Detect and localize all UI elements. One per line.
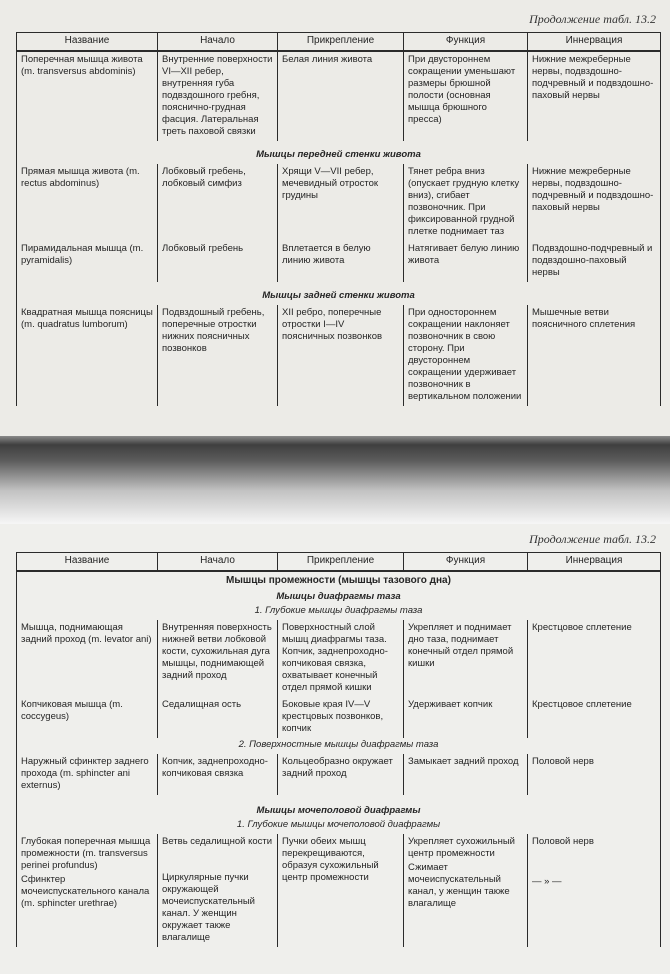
cell-innervation-text: Половой нерв	[532, 835, 594, 847]
cell-origin: Внутренняя поверхность нижней ветви лобковой кости, сухожильная дуга мышцы, поднимающей задний проход	[158, 620, 278, 697]
cell-name-text: Сфинктер мочеиспускательного канала (m. sphincter urethrae)	[21, 873, 150, 909]
page-bottom	[0, 524, 670, 974]
section-heading-row	[17, 571, 661, 588]
page-fold-shadow	[0, 436, 670, 524]
continuation-label: Продолжение табл. 13.2	[529, 532, 656, 546]
cell-origin	[158, 834, 278, 947]
cell-name-text: Глубокая поперечная мышца промежности (m. transversus perinei profundus)	[21, 835, 151, 871]
cell-origin-text: Циркулярные пучки окружающей мочеиспускательный канал. У женщин окружает также влагалище	[162, 871, 255, 943]
page-top	[0, 0, 670, 438]
header-name: Название	[17, 553, 158, 571]
section-heading: Мышцы задней стенки живота	[17, 282, 661, 305]
subsection-heading: 2. Поверхностные мышцы диафрагмы таза	[17, 738, 661, 754]
cell-function: Замыкает задний проход	[404, 754, 528, 795]
cell-name: Поперечная мышца живота (m. transversus abdominis)	[17, 51, 158, 141]
cell-function: Натягивает белую линию живота	[404, 241, 528, 282]
subsection-heading-row	[17, 604, 661, 620]
cell-innervation: Мышечные ветви поясничного сплетения	[528, 305, 661, 406]
section-heading-row	[17, 282, 661, 305]
cell-innervation: Нижние межреберные нервы, подвздошно-подчревный и подвздошно-паховый нервы	[528, 51, 661, 141]
table-row	[17, 51, 661, 141]
section-heading-row	[17, 588, 661, 604]
cell-name: Наружный сфинктер заднего прохода (m. sphincter ani externus)	[17, 754, 158, 795]
cell-innervation: Половой нерв	[528, 754, 661, 795]
cell-insertion: Кольцеобразно окружает задний проход	[278, 754, 404, 795]
cell-name: Прямая мышца живота (m. rectus abdominus)	[17, 164, 158, 241]
table-row	[17, 241, 661, 282]
cell-function: Тянет ребра вниз (опускает грудную клетку вниз), сгибает позвоночник. При фиксированной грудной плетке поднимает таз	[404, 164, 528, 241]
cell-insertion	[278, 834, 404, 947]
cell-innervation: Крестцовое сплетение	[528, 620, 661, 697]
subsection-heading-row	[17, 738, 661, 754]
cell-name	[17, 834, 158, 947]
header-innervation: Иннервация	[528, 553, 661, 571]
cell-name: Квадратная мышца поясницы (m. quadratus lumborum)	[17, 305, 158, 406]
cell-insertion-text: Пучки обеих мышц перекрещиваются, образуя сухожильный центр промежности	[282, 835, 379, 883]
cell-function: Удерживает копчик	[404, 697, 528, 738]
table-header-row	[17, 553, 661, 571]
cell-name: Копчиковая мышца (m. coccygeus)	[17, 697, 158, 738]
cell-insertion: XII ребро, поперечные отростки I—IV поясничных позвонков	[278, 305, 404, 406]
table-row	[17, 754, 661, 795]
header-function: Функция	[404, 33, 528, 51]
cell-origin: Седалищная ость	[158, 697, 278, 738]
table-row	[17, 834, 661, 947]
cell-name: Пирамидальная мышца (m. pyramidalis)	[17, 241, 158, 282]
muscles-table-part-1	[16, 32, 661, 406]
header-insertion: Прикрепление	[278, 553, 404, 571]
cell-innervation: Нижние межреберные нервы, подвздошно-подчревный и подвздошно-паховый нервы	[528, 164, 661, 241]
section-heading-row	[17, 795, 661, 818]
header-insertion: Прикрепление	[278, 33, 404, 51]
table-row	[17, 620, 661, 697]
table-row	[17, 697, 661, 738]
section-heading: Мышцы промежности (мышцы тазового дна)	[17, 571, 661, 588]
subsection-heading: 1. Глубокие мышцы диафрагмы таза	[17, 604, 661, 620]
subsection-heading-row	[17, 818, 661, 834]
table-row	[17, 164, 661, 241]
section-heading: Мышцы мочеполовой диафрагмы	[17, 795, 661, 818]
section-heading: Мышцы передней стенки живота	[17, 141, 661, 164]
cell-insertion: Белая линия живота	[278, 51, 404, 141]
cell-innervation: Подвздошно-подчревный и подвздошно-паховый нервы	[528, 241, 661, 282]
cell-function	[404, 834, 528, 947]
section-heading: Мышцы диафрагмы таза	[17, 588, 661, 604]
cell-insertion: Вплетается в белую линию живота	[278, 241, 404, 282]
header-origin: Начало	[158, 33, 278, 51]
cell-innervation-text: — » —	[532, 875, 562, 887]
table-header-row	[17, 33, 661, 51]
cell-insertion: Поверхностный слой мышц диафрагмы таза. Копчик, заднепроходно-копчиковая связка, охватывает конечный отдел прямой кишки	[278, 620, 404, 697]
cell-insertion: Хрящи V—VII ребер, мечевидный отросток грудины	[278, 164, 404, 241]
header-function: Функция	[404, 553, 528, 571]
cell-innervation	[528, 834, 661, 947]
cell-origin: Копчик, заднепроходно-копчиковая связка	[158, 754, 278, 795]
cell-function: При одностороннем сокращении наклоняет позвоночник в свою сторону. При двустороннем сокращении удерживает позвоночник в вертикальном положении	[404, 305, 528, 406]
cell-origin: Подвздошный гребень, поперечные отростки нижних поясничных позвонков	[158, 305, 278, 406]
cell-origin: Внутренние поверхности VI—XII ребер, внутренняя губа подвздошного гребня, пояснично-грудная фасция. Латеральная треть паховой связки	[158, 51, 278, 141]
continuation-label: Продолжение табл. 13.2	[529, 12, 656, 26]
cell-origin-text: Ветвь седалищной кости	[162, 835, 273, 847]
muscles-table-part-2	[16, 552, 661, 947]
cell-function-text: Сжимает мочеиспускательный канал, у женщин также влагалище	[408, 861, 510, 909]
cell-function: Укрепляет и поднимает дно таза, поднимает конечный отдел прямой кишки	[404, 620, 528, 697]
subsection-heading: 1. Глубокие мышцы мочеполовой диафрагмы	[17, 818, 661, 834]
cell-function-text: Укрепляет сухожильный центр промежности	[408, 835, 515, 859]
table-row	[17, 305, 661, 406]
cell-innervation: Крестцовое сплетение	[528, 697, 661, 738]
section-heading-row	[17, 141, 661, 164]
header-origin: Начало	[158, 553, 278, 571]
cell-insertion: Боковые края IV—V крестцовых позвонков, копчик	[278, 697, 404, 738]
cell-function: При двустороннем сокращении уменьшают размеры брюшной полости (основная мышца брюшного пресса)	[404, 51, 528, 141]
cell-name: Мышца, поднимающая задний проход (m. levator ani)	[17, 620, 158, 697]
cell-origin: Лобковый гребень	[158, 241, 278, 282]
header-innervation: Иннервация	[528, 33, 661, 51]
header-name: Название	[17, 33, 158, 51]
cell-origin: Лобковый гребень, лобковый симфиз	[158, 164, 278, 241]
